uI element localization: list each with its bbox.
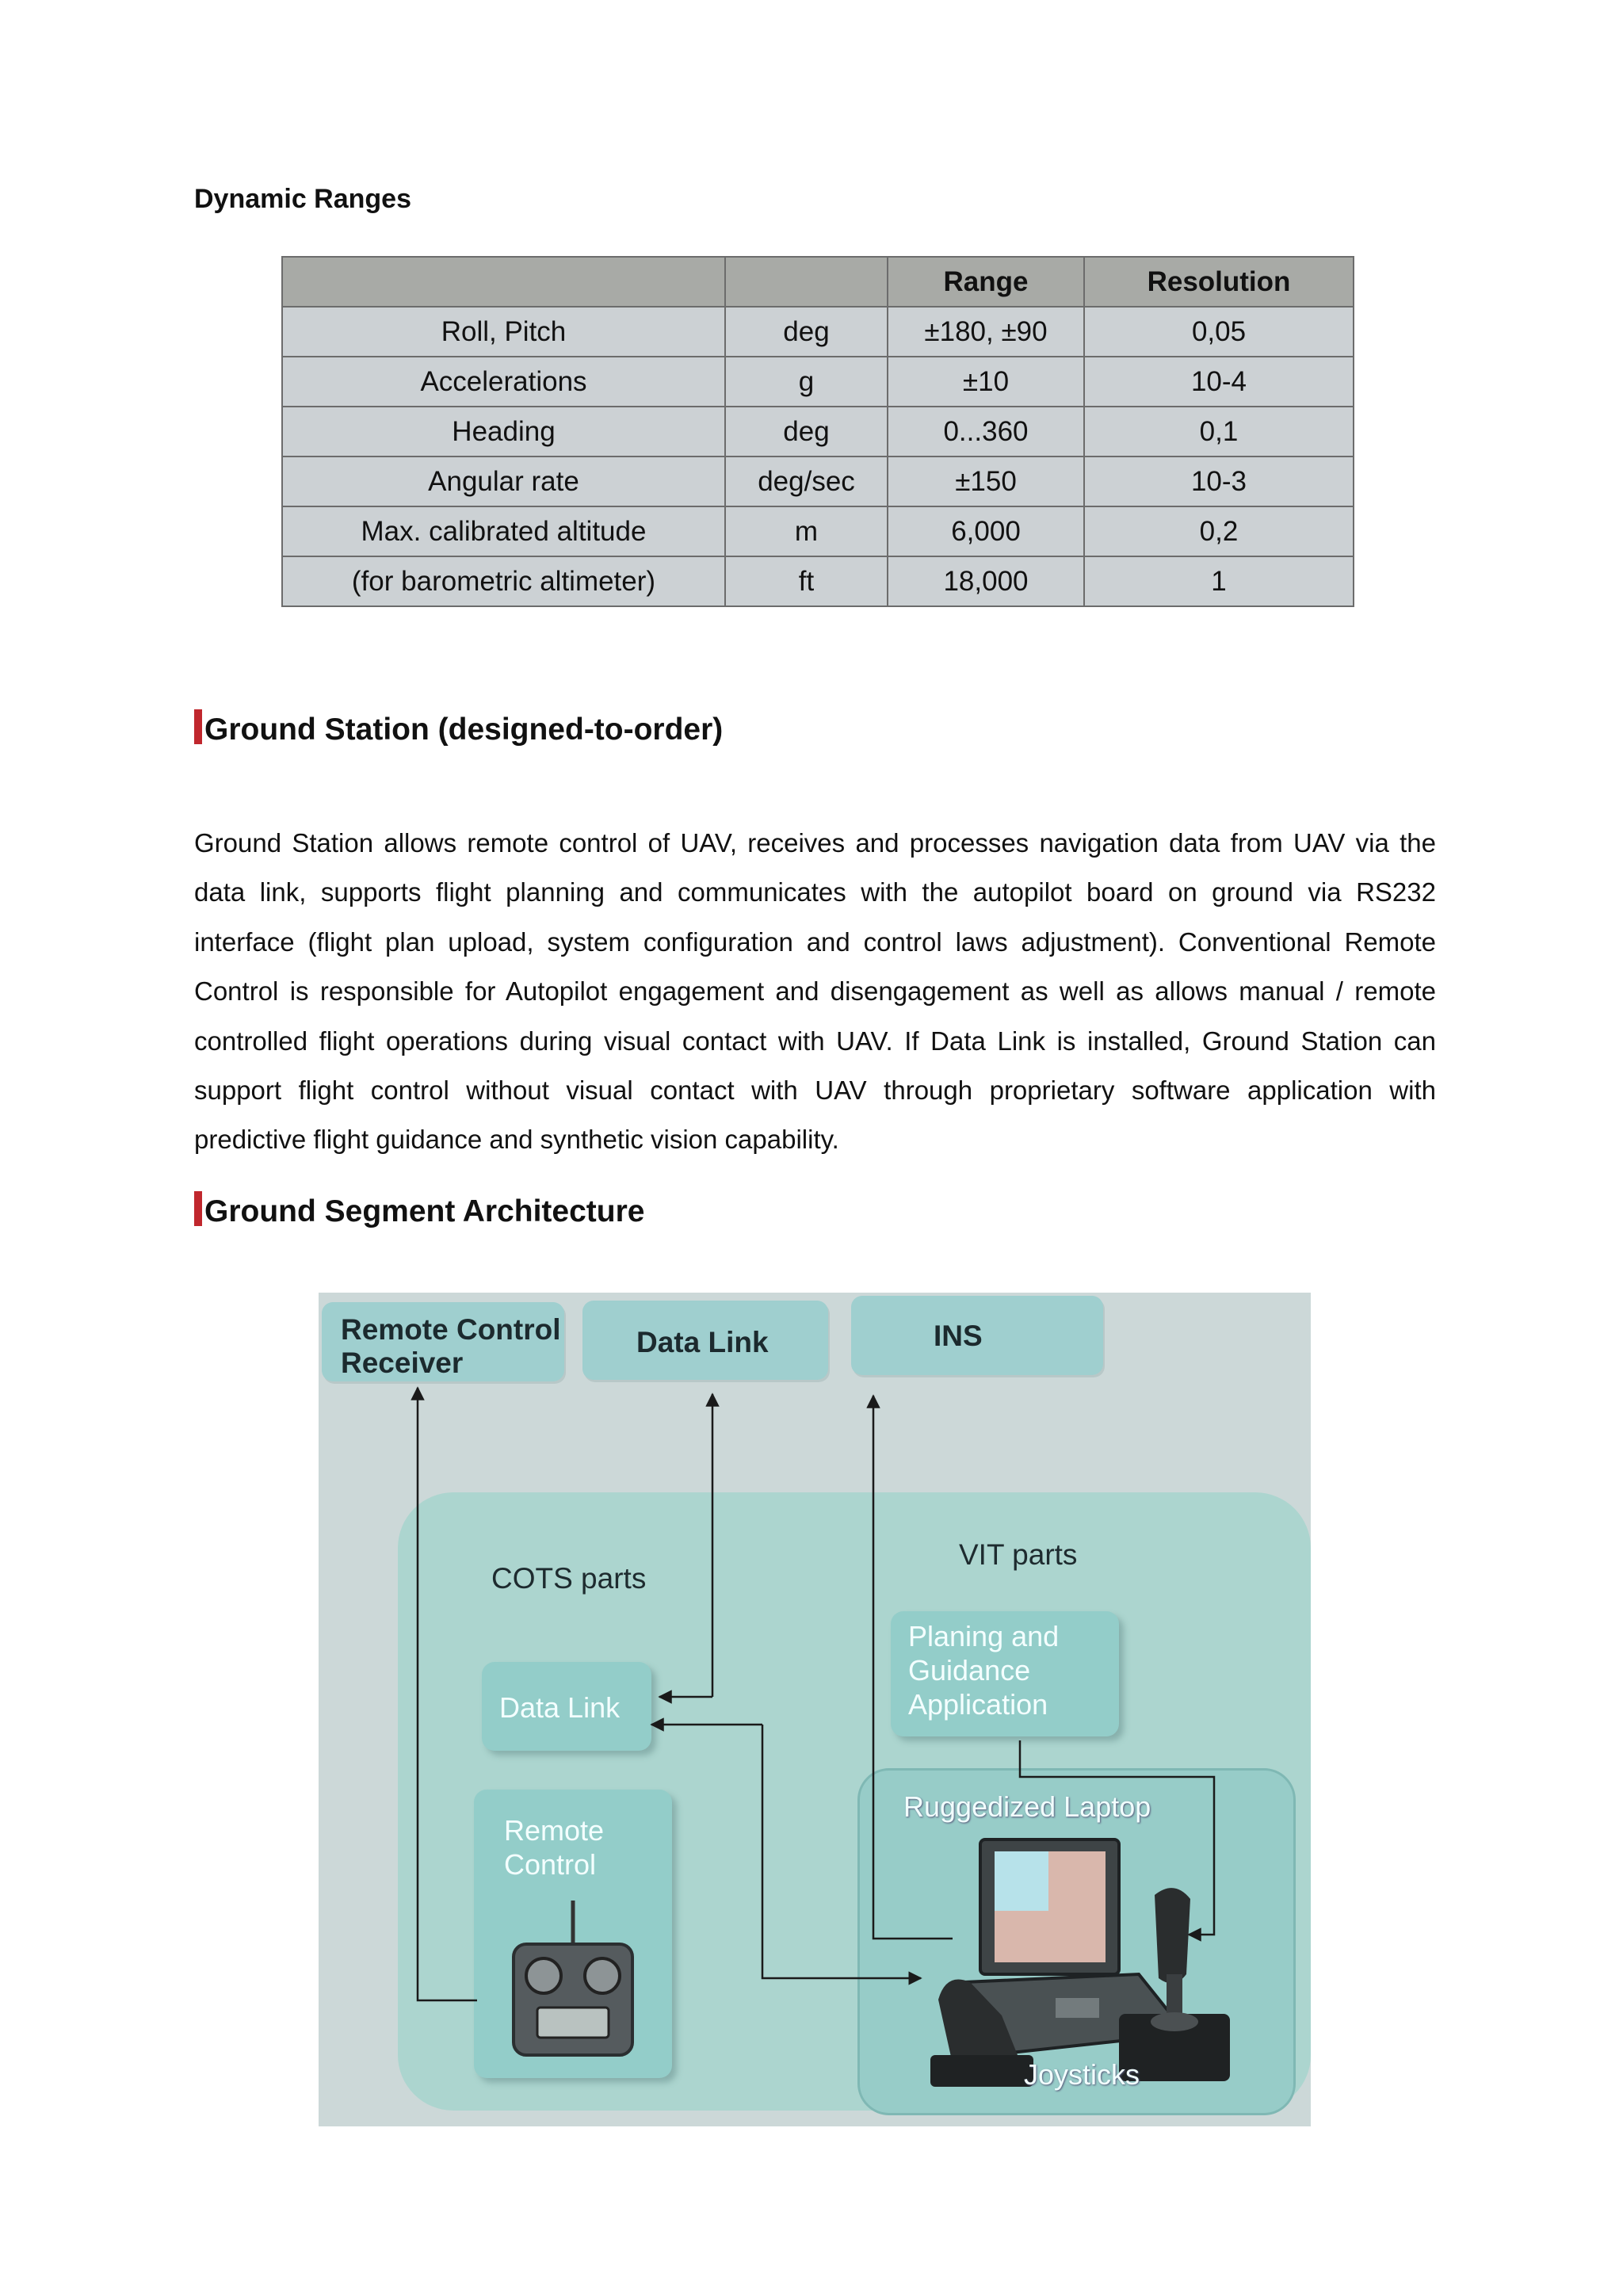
table-header (282, 257, 725, 307)
ground-station-paragraph: Ground Station allows remote control of UAV, receives and processes navigation data from UAV via the data link, supports flight planning and communicates with the autopilot board on ground via RS232 interface (flight plan upload, system configuration and control laws adjustment). Conventional Remote Control is responsible for Autopilot engagement and disengagement as well as allows manual / remote controlled flight operations during visual contact with UAV. If Data Link is installed, Ground Station can support flight control without visual contact with UAV through proprietary software application with predictive flight guidance and synthetic vision capability. (194, 828, 1436, 1155)
table-cell: 10-4 (1084, 357, 1354, 407)
table-cell: 6,000 (888, 506, 1084, 556)
dynamic-ranges-table (281, 256, 1354, 607)
planning-label-line2: Guidance (908, 1654, 1031, 1687)
table-cell: 0,1 (1084, 407, 1354, 457)
table-header: Resolution (1084, 257, 1354, 307)
rc-receiver-label-line1: Remote Control (341, 1313, 561, 1346)
table-row (282, 457, 1354, 506)
table-cell: Accelerations (282, 357, 725, 407)
arrow-planning-to-joystick (1020, 1740, 1214, 1935)
ground-segment-title: Ground Segment Architecture (204, 1194, 645, 1228)
table-header (725, 257, 888, 307)
table-cell: deg/sec (725, 457, 888, 506)
connector-arrows (319, 1293, 1311, 2126)
remote-control-label-line1: Remote (504, 1814, 605, 1847)
table-cell: ±10 (888, 357, 1084, 407)
table-row (282, 357, 1354, 407)
ground-station-heading (194, 709, 723, 747)
table-cell: ft (725, 556, 888, 606)
ground-segment-heading (194, 1191, 644, 1229)
arrow-laptop-to-ins (873, 1396, 953, 1939)
accent-bar (194, 709, 202, 744)
vit-parts-label: VIT parts (959, 1538, 1078, 1571)
table-header: Range (888, 257, 1084, 307)
table-cell: Roll, Pitch (282, 307, 725, 357)
remote-control-label-line2: Control (504, 1848, 597, 1881)
table-cell: 10-3 (1084, 457, 1354, 506)
table-cell: m (725, 506, 888, 556)
table-cell: 0,05 (1084, 307, 1354, 357)
joysticks-label: Joysticks (1024, 2058, 1140, 2091)
arrow-datalink-to-laptop (762, 1725, 921, 1978)
table-cell: Heading (282, 407, 725, 457)
data-link-top-label: Data Link (636, 1326, 769, 1358)
table-cell: Angular rate (282, 457, 725, 506)
table-row (282, 407, 1354, 457)
arrow-remote-to-receiver (418, 1388, 477, 2000)
table-cell: 0,2 (1084, 506, 1354, 556)
table-cell: (for barometric altimeter) (282, 556, 725, 606)
table-cell: deg (725, 307, 888, 357)
table-cell: Max. calibrated altitude (282, 506, 725, 556)
dynamic-ranges-title: Dynamic Ranges (194, 184, 411, 214)
ins-label: INS (934, 1320, 983, 1352)
planning-label-line3: Application (908, 1688, 1048, 1721)
table-row (282, 307, 1354, 357)
table-cell: 1 (1084, 556, 1354, 606)
table-header-row (282, 257, 1354, 307)
table-row (282, 506, 1354, 556)
table-cell: ±180, ±90 (888, 307, 1084, 357)
planning-label-line1: Planing and (908, 1620, 1060, 1652)
table-cell: ±150 (888, 457, 1084, 506)
accent-bar (194, 1191, 202, 1226)
table-cell: 18,000 (888, 556, 1084, 606)
ground-segment-diagram (319, 1293, 1311, 2126)
ground-station-title: Ground Station (designed-to-order) (204, 712, 724, 747)
rc-receiver-label-line2: Receiver (341, 1347, 464, 1379)
ruggedized-laptop-label: Ruggedized Laptop (903, 1790, 1151, 1823)
table-cell: 0...360 (888, 407, 1084, 457)
table-cell: g (725, 357, 888, 407)
inner-data-link-label: Data Link (499, 1691, 621, 1724)
table-cell: deg (725, 407, 888, 457)
cots-parts-label: COTS parts (491, 1562, 647, 1595)
table-row (282, 556, 1354, 606)
